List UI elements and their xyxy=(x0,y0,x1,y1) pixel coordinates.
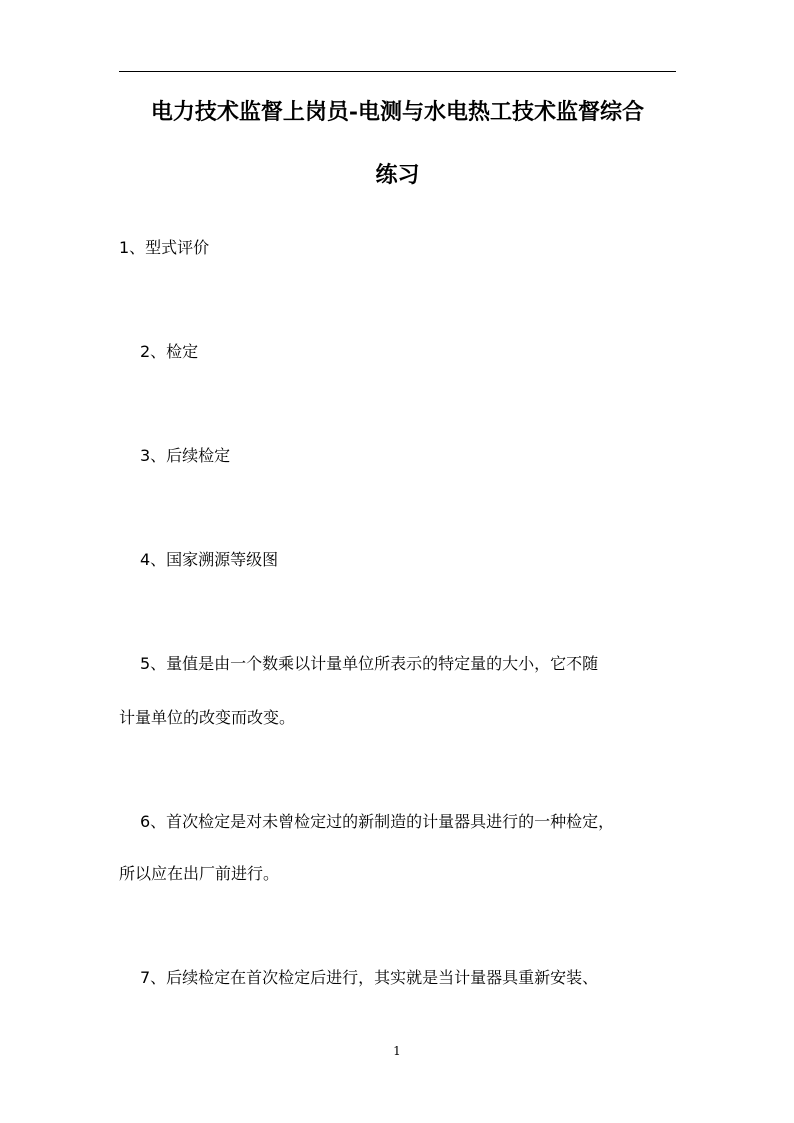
question-4: 4、国家溯源等级图 xyxy=(140,550,279,569)
question-2: 2、检定 xyxy=(140,342,199,361)
question-1: 1、型式评价 xyxy=(119,238,210,257)
question-3: 3、后续检定 xyxy=(140,446,231,465)
page-number: 1 xyxy=(393,1044,401,1058)
document-title-line-1: 电力技术监督上岗员-电测与水电热工技术监督综合 xyxy=(150,99,645,125)
document-title-line-2: 练习 xyxy=(375,162,420,188)
question-6-line-2: 所以应在出厂前进行。 xyxy=(119,864,280,883)
question-6-line-1: 6、首次检定是对未曾检定过的新制造的计量器具进行的一种检定， xyxy=(140,812,615,831)
header-rule xyxy=(119,71,676,72)
question-7-line-1: 7、后续检定在首次检定后进行，其实就是当计量器具重新安装、 xyxy=(140,968,599,987)
question-5-line-2: 计量单位的改变而改变。 xyxy=(119,708,296,727)
question-5-line-1: 5、量值是由一个数乘以计量单位所表示的特定量的大小，它不随 xyxy=(140,654,599,673)
